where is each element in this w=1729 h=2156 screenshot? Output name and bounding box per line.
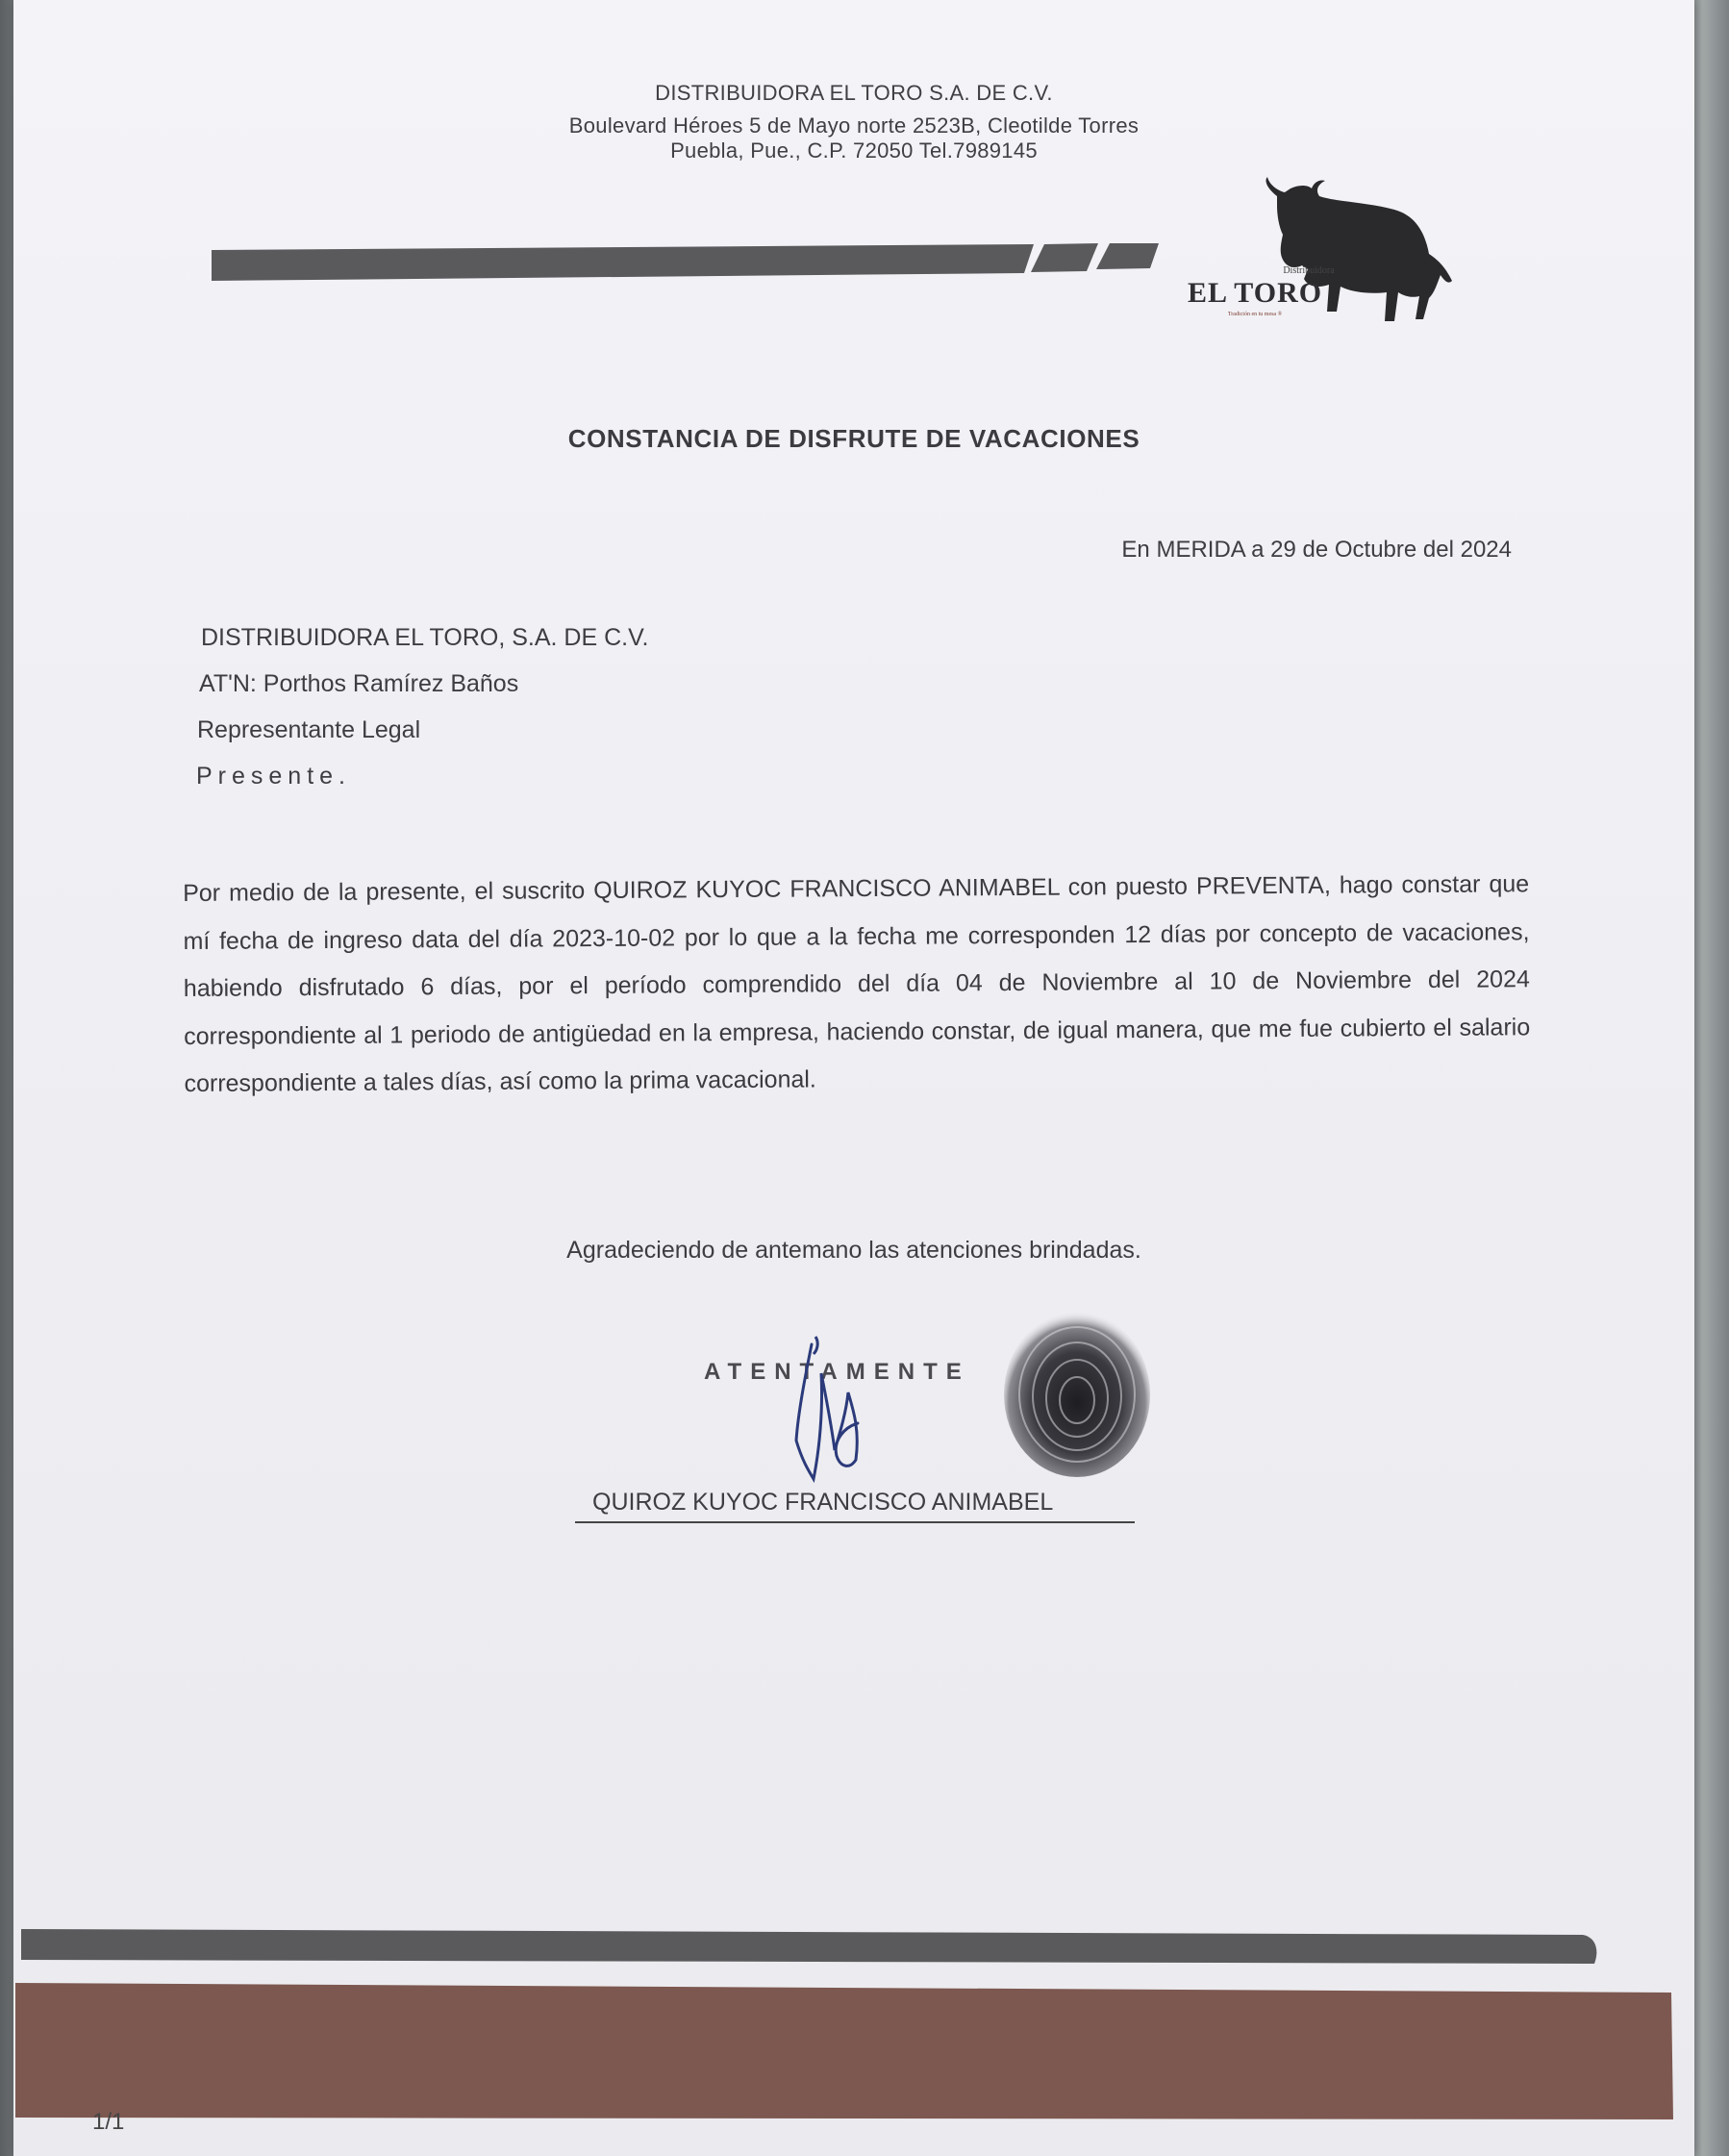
document-page <box>13 0 1694 2156</box>
company-address-line2: Puebla, Pue., C.P. 72050 Tel.7989145 <box>670 138 1038 163</box>
company-logo <box>1164 177 1481 331</box>
date-line: En MERIDA a 29 de Octubre del 2024 <box>1121 537 1512 563</box>
signature-line <box>575 1521 1135 1523</box>
logo-small-text: Distribuidora <box>1283 265 1335 276</box>
signer-name: QUIROZ KUYOC FRANCISCO ANIMABEL <box>592 1489 1054 1516</box>
body-paragraph: Por medio de la presente, el suscrito QUIROZ KUYOC FRANCISCO ANIMABEL con puesto PREVENTA, hago constar que mí fecha de ingreso data del día 2023-10-02 por lo que a la fecha me corresponden 12 días por concepto de vacaciones, habiendo disfrutado 6 días, por el período comprendido del día 04 de Noviembre al 10 de Noviembre del 2024 correspondiente al 1 periodo de antigüedad en la empresa, haciendo constar, de igual manera, que me fue cubierto el salario correspondiente a tales días, así como la prima vacacional. <box>183 870 1531 1097</box>
fingerprint-mark <box>990 1298 1164 1481</box>
header-decorative-bar <box>212 240 1173 285</box>
document-title: CONSTANCIA DE DISFRUTE DE VACACIONES <box>567 424 1140 453</box>
recipient-role: Representante Legal <box>197 716 421 743</box>
footer-bars <box>13 1929 1694 2156</box>
closing-line: Agradeciendo de antemano las atenciones brindadas. <box>566 1237 1141 1264</box>
company-name: DISTRIBUIDORA EL TORO S.A. DE C.V. <box>655 81 1053 105</box>
sign-off: ATENTAMENTE <box>704 1359 970 1385</box>
company-address-line1: Boulevard Héroes 5 de Mayo norte 2523B, Cleotilde Torres <box>568 113 1140 138</box>
logo-tagline: Tradición en tu mesa ® <box>1227 312 1283 317</box>
page-number: 1/1 <box>92 2109 125 2135</box>
recipient-attention: AT'N: Porthos Ramírez Baños <box>199 670 519 697</box>
logo-name: EL TORO <box>1187 277 1323 309</box>
recipient-presente: Presente. <box>196 763 352 790</box>
handwritten-signature <box>777 1335 883 1489</box>
recipient-company: DISTRIBUIDORA EL TORO, S.A. DE C.V. <box>201 624 649 651</box>
